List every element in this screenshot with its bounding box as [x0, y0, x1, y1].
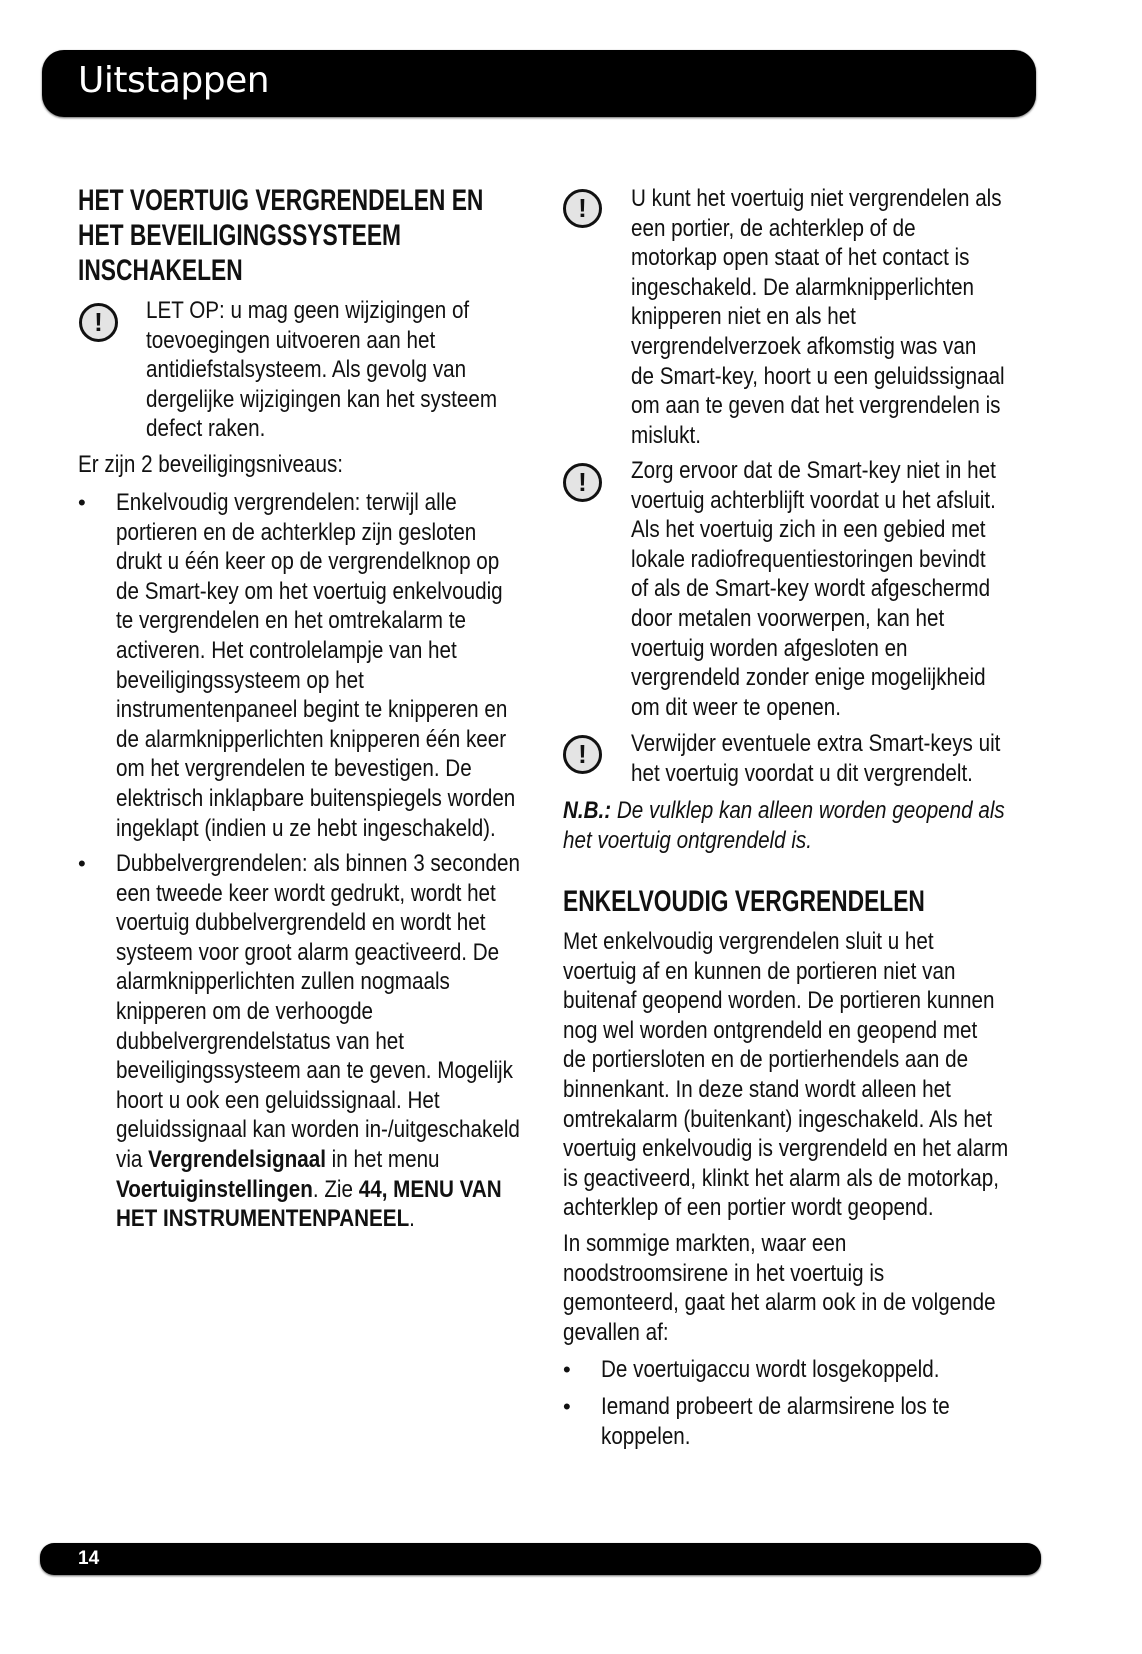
bold-text: HET INSTRUMENTENPANEEL — [116, 1205, 410, 1233]
text-line: mislukt. — [631, 421, 701, 449]
text-line: is geactiveerd, klinkt het alarm als de motorkap, — [563, 1164, 999, 1192]
text-line: lokale radiofrequentiestoringen bevindt — [631, 545, 986, 573]
text-line: antidiefstalsysteem. Als gevolg van — [146, 356, 467, 384]
text-line — [563, 796, 1005, 826]
text-line: achterklep of een portier wordt geopend. — [563, 1194, 934, 1222]
bullet-double-locking — [116, 849, 586, 1234]
text-line: portieren en de achterklep zijn gesloten — [116, 518, 477, 546]
warning-icon: ! — [563, 189, 602, 228]
text-line: een tweede keer wordt gedrukt, wordt het — [116, 879, 496, 907]
text-line: noodstroomsirene in het voertuig is — [563, 1259, 885, 1287]
bold-text: Vergrendelsignaal — [148, 1145, 326, 1173]
text-line: beveiligingssysteem aan te geven. Mogelijk — [116, 1057, 513, 1085]
text-line: de Smart-key om het voertuig enkelvoudig — [116, 577, 503, 605]
text-line: te vergrendelen en het omtrekalarm te — [116, 607, 466, 635]
warning-text-modification — [146, 296, 554, 444]
text-line: HET BEVEILIGINGSSYSTEEM — [78, 219, 402, 252]
text-line: U kunt het voertuig niet vergrendelen als — [631, 185, 1002, 212]
text-line: koppelen. — [601, 1422, 691, 1450]
bullet-icon: • — [78, 490, 86, 515]
text-line: het voertuig ontgrendeld is. — [563, 826, 812, 854]
text-line: voertuig achterblijft voordat u het afsluit. — [631, 486, 996, 514]
text-line: De voertuigaccu wordt losgekoppeld. — [601, 1356, 940, 1383]
text-line — [116, 1175, 520, 1205]
text-line: toevoegingen uitvoeren aan het — [146, 326, 436, 354]
paragraph-backup-siren — [563, 1229, 1066, 1347]
warning-text-cannot-lock — [631, 184, 1065, 450]
text-line: alarmknipperlichten zullen nogmaals — [116, 968, 450, 996]
section-heading-single-locking — [563, 884, 1039, 919]
text-line: gemonteerd, gaat het alarm ook in de volgende — [563, 1289, 996, 1317]
text-segment: in het menu — [325, 1145, 440, 1173]
text-line: de Smart-key, hoort u een geluidssignaal — [631, 362, 1005, 390]
text-line: buitenaf geopend worden. De portieren kunnen — [563, 987, 995, 1015]
bullet-icon: • — [563, 1357, 571, 1382]
warning-icon: ! — [79, 303, 118, 342]
page-number: 14 — [78, 1548, 100, 1569]
text-line — [116, 1204, 520, 1234]
text-line: of als de Smart-key wordt afgeschermd — [631, 575, 991, 603]
text-line: nog wel worden ontgrendeld en geopend met — [563, 1016, 978, 1044]
text-line: ingeklapt (indien u ze hebt ingeschakeld). — [116, 814, 496, 842]
text-line: door metalen voorwerpen, kan het — [631, 604, 945, 632]
text-segment: . Zie — [312, 1175, 359, 1203]
text-line: Dubbelvergrendelen: als binnen 3 seconden — [116, 850, 520, 877]
text-line: beveiligingssysteem op het — [116, 666, 364, 694]
bullet-siren — [601, 1392, 1007, 1451]
text-line: vergrendeld zonder enige mogelijkheid — [631, 664, 986, 692]
text-line: de portiersloten en de portierhendels aan de — [563, 1046, 969, 1074]
bullet-battery — [601, 1355, 995, 1385]
paragraph-single-locking — [563, 927, 1081, 1223]
text-line: HET VOERTUIG VERGRENDELEN EN — [78, 184, 484, 217]
text-line: knipperen niet en als het — [631, 303, 856, 331]
text-line: drukt u één keer op de vergrendelknop op — [116, 548, 500, 576]
chapter-title: Uitstappen — [78, 60, 270, 101]
warning-text-extra-keys — [631, 729, 1061, 788]
warning-icon: ! — [563, 463, 602, 502]
text-line: omtrekalarm (buitenkant) ingeschakeld. Als het — [563, 1105, 993, 1133]
text-line: INSCHAKELEN — [78, 254, 243, 287]
text-segment: via — [116, 1145, 149, 1173]
text-line: binnenkant. In deze stand wordt alleen het — [563, 1075, 951, 1103]
text-line: om dit weer te openen. — [631, 693, 841, 721]
text-line: voertuig enkelvoudig is vergrendeld en het alarm — [563, 1135, 1009, 1163]
bold-text: 44, MENU VAN — [358, 1175, 502, 1203]
bullet-single-locking — [116, 488, 580, 843]
bullet-icon: • — [563, 1394, 571, 1419]
text-line: LET OP: u mag geen wijzigingen of — [146, 297, 470, 324]
text-line: systeem voor groot alarm geactiveerd. De — [116, 938, 500, 966]
intro-text — [78, 450, 386, 480]
text-line: In sommige markten, waar een — [563, 1230, 847, 1257]
text-line: defect raken. — [146, 415, 266, 443]
text-line: een portier, de achterklep of de — [631, 214, 916, 242]
note-fuel-flap — [563, 796, 1077, 855]
chapter-header-bar — [42, 50, 1036, 117]
text-line: ingeschakeld. De alarmknipperlichten — [631, 273, 975, 301]
text-line: elektrisch inklapbare buitenspiegels worden — [116, 784, 516, 812]
text-line: voertuig af en kunnen de portieren niet van — [563, 957, 956, 985]
text-line: activeren. Het controlelampje van het — [116, 636, 457, 664]
text-line: Met enkelvoudig vergrendelen sluit u het — [563, 928, 934, 955]
text-line: Enkelvoudig vergrendelen: terwijl alle — [116, 489, 457, 516]
text-line: om het vergrendelen te bevestigen. De — [116, 755, 472, 783]
section-heading-lock — [78, 183, 611, 288]
text-line: Er zijn 2 beveiligingsniveaus: — [78, 451, 344, 478]
text-segment: De vulklep kan alleen worden geopend als — [611, 797, 1005, 824]
text-line: ENKELVOUDIG VERGRENDELEN — [563, 885, 925, 918]
text-line: vergrendelverzoek afkomstig was van — [631, 332, 977, 360]
text-line: instrumentenpaneel begint te knipperen en — [116, 696, 508, 724]
text-line: Verwijder eventuele extra Smart-keys uit — [631, 730, 1001, 757]
bold-text: Voertuiginstellingen — [116, 1175, 313, 1203]
text-line: om aan te geven dat het vergrendelen is — [631, 392, 1001, 420]
text-line: gevallen af: — [563, 1318, 669, 1346]
text-line: dubbelvergrendelstatus van het — [116, 1027, 405, 1055]
text-line: motorkap open staat of het contact is — [631, 244, 970, 272]
warning-text-smart-key — [631, 456, 1055, 722]
text-line: voertuig dubbelvergrendeld en wordt het — [116, 909, 486, 937]
text-line: Iemand probeert de alarmsirene los te — [601, 1393, 950, 1420]
text-line: hoort u ook een geluidssignaal. Het — [116, 1086, 440, 1114]
text-line: geluidssignaal kan worden in-/uitgeschakeld — [116, 1116, 520, 1144]
text-line: knipperen om de verhoogde — [116, 997, 374, 1025]
warning-icon: ! — [563, 735, 602, 774]
footer-bar — [40, 1543, 1041, 1575]
text-line — [116, 1145, 520, 1175]
text-segment: . — [409, 1205, 415, 1233]
text-line: Als het voertuig zich in een gebied met — [631, 516, 986, 544]
bold-text: N.B.: — [563, 797, 612, 824]
bullet-icon: • — [78, 851, 86, 876]
text-line: Zorg ervoor dat de Smart-key niet in het — [631, 457, 996, 484]
text-line: dergelijke wijzigingen kan het systeem — [146, 385, 498, 413]
text-line: het voertuig voordat u dit vergrendelt. — [631, 759, 973, 787]
text-line: de alarmknipperlichten knipperen één keer — [116, 725, 507, 753]
text-line: voertuig worden afgesloten en — [631, 634, 908, 662]
